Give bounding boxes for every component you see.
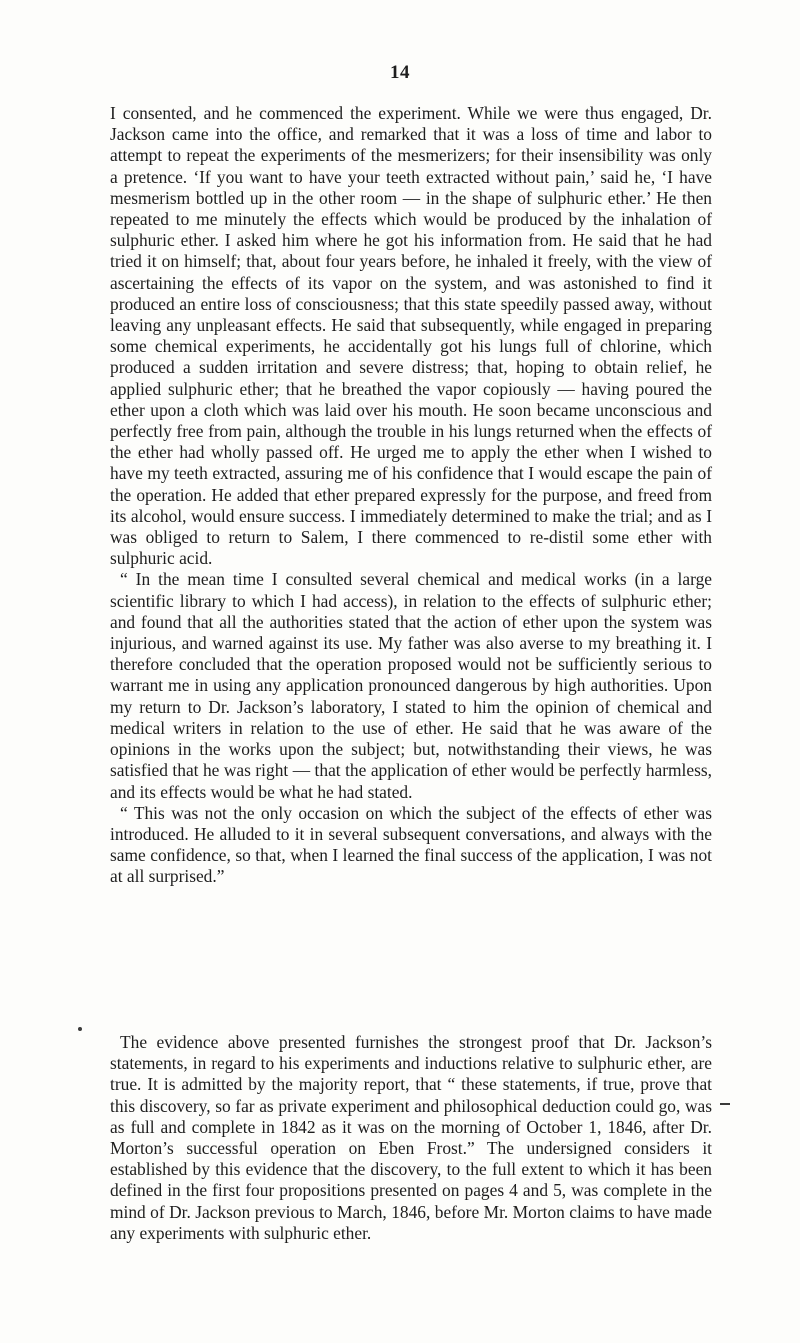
paragraph-consulted-works: “ In the mean time I consulted several chemical and medical works (in a large scientific library to which I had access), in relation to the effects of sulphuric ether; and found that all the authorities stated that the action of ether upon the system was injurious, and warned against its use. My father was also averse to my breathing it. I therefore concluded that the operation proposed would not be sufficiently serious to warrant me in using any application pronounced dangerous by high authorities. Upon my return to Dr. Jackson’s laboratory, I stated to him the opinion of chemical and medical writers in relation to the use of ether. He said that he was aware of the opinions in the works upon the subject; but, notwithstanding their views, he was satisfied that he was right — that the application of ether would be perfectly harmless, and its effects would be what he had stated. <box>110 569 712 802</box>
conclusion-block <box>110 1032 712 1244</box>
margin-dash <box>720 1103 730 1105</box>
paragraph-consent: I consented, and he commenced the experiment. While we were thus engaged, Dr. Jackson came into the office, and remarked that it was a loss of time and labor to attempt to repeat the experiments of the mesmerizers; for their insensibility was only a pretence. ‘If you want to have your teeth extracted without pain,’ said he, ‘I have mesmerism bottled up in the other room — in the shape of sulphuric ether.’ He then repeated to me minutely the effects which would be produced by the inhalation of sulphuric ether. I asked him where he got his information from. He said that he had tried it on himself; that, about four years before, he inhaled it freely, with the view of ascertaining the effects of its vapor on the system, and was astonished to find it produced an entire loss of consciousness; that this state speedily passed away, without leaving any unpleasant effects. He said that subsequently, while engaged in preparing some chemical experiments, he accidentally got his lungs full of chlorine, which produced a sudden irritation and severe distress; that, hoping to obtain relief, he applied sulphuric ether; that he breathed the vapor copiously — having poured the ether upon a cloth which was laid over his mouth. He soon became unconscious and perfectly free from pain, although the trouble in his lungs returned when the effects of the ether had wholly passed off. He urged me to apply the ether when I wished to have my teeth extracted, assuring me of his confidence that I would escape the pain of the operation. He added that ether prepared expressly for the purpose, and freed from its alcohol, would ensure success. I immediately determined to make the trial; and as I was obliged to return to Salem, I there commenced to re-distil some ether with sulphuric acid. <box>110 103 712 569</box>
ink-speck <box>78 1027 82 1031</box>
page-number: 14 <box>390 62 410 83</box>
paragraph-other-occasions: “ This was not the only occasion on which the subject of the effects of ether was introduced. He alluded to it in several subsequent conversations, and always with the same confidence, so that, when I learned the final success of the application, I was not at all surprised.” <box>110 802 712 887</box>
testimony-block <box>110 103 712 888</box>
paragraph-evidence-conclusion: The evidence above presented furnishes the strongest proof that Dr. Jackson’s statements, in regard to his experiments and inductions relative to sulphuric ether, are true. It is admitted by the majority report, that “ these statements, if true, prove that this discovery, so far as private experiment and philosophical deduction could go, was as full and complete in 1842 as it was on the morning of October 1, 1846, after Dr. Morton’s successful operation on Eben Frost.” The undersigned considers it established by this evidence that the discovery, to the full extent to which it has been defined in the first four propositions presented on pages 4 and 5, was complete in the mind of Dr. Jackson previous to March, 1846, before Mr. Morton claims to have made any experiments with sulphuric ether. <box>110 1032 712 1243</box>
